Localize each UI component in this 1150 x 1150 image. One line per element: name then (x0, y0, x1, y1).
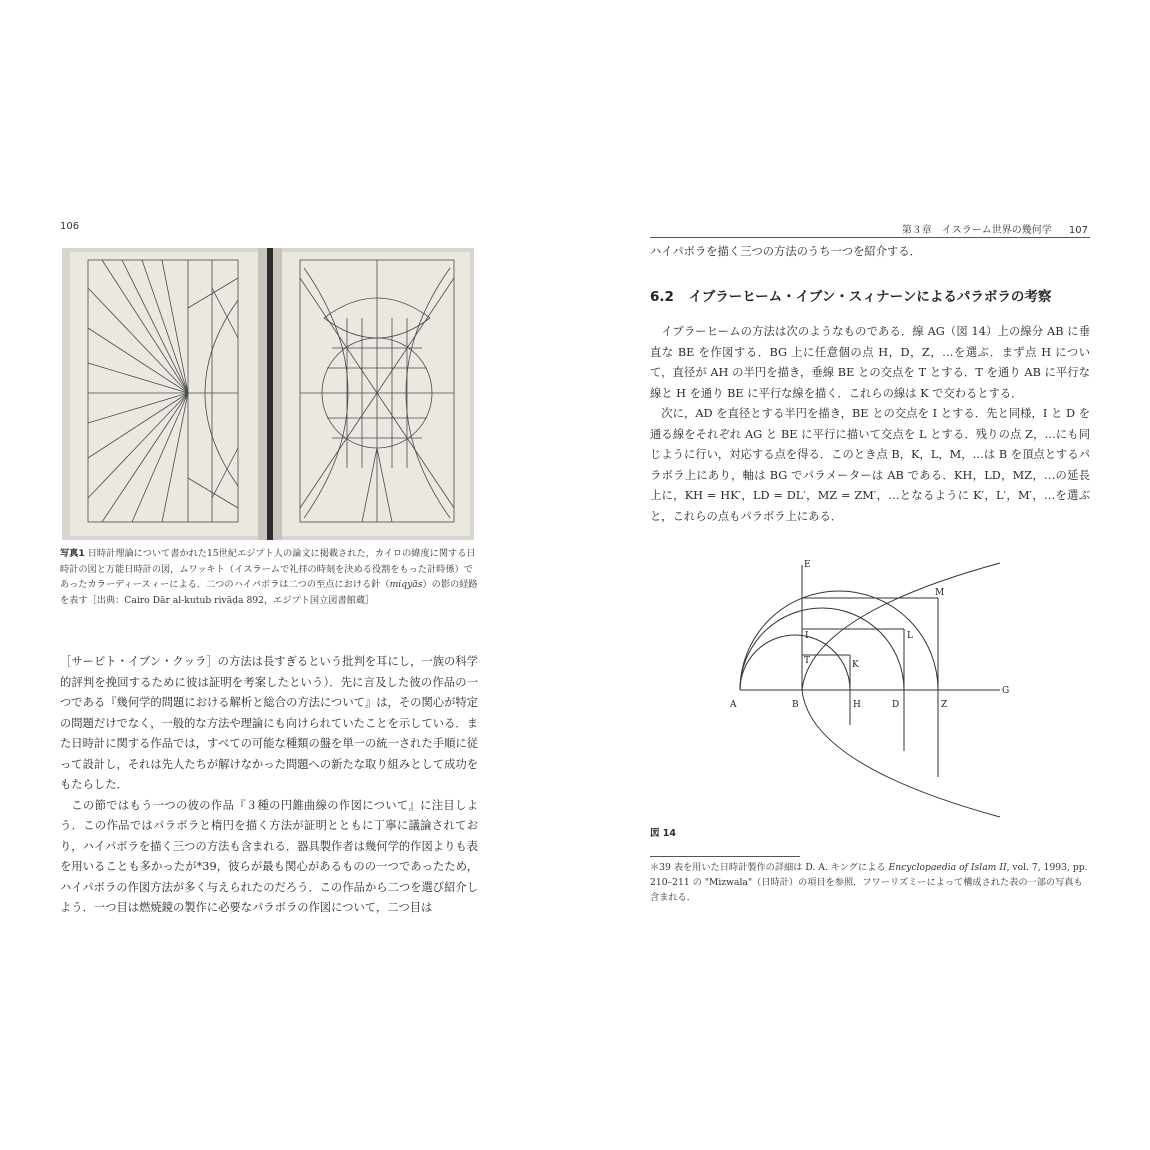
point-label-d: D (892, 700, 900, 710)
figure-14-label: 図 14 (650, 828, 677, 839)
point-label-e: E (804, 560, 811, 570)
point-label-b: B (792, 700, 799, 710)
figure-14 (720, 555, 1035, 830)
point-label-a: A (730, 700, 737, 710)
footnote-title: Encyclopaedia of Islam II (888, 862, 1007, 873)
photo-caption-term: miqyās (389, 579, 423, 590)
photo-caption (60, 546, 478, 608)
footnote-39 (650, 860, 1090, 905)
footnote-text-1: 表を用いた日時計製作の詳細は D. A. キングによる (673, 862, 889, 873)
point-label-t: T (804, 656, 811, 666)
point-label-m: M (935, 588, 945, 598)
point-label-z: Z (941, 700, 948, 710)
footnote-rule (650, 856, 800, 857)
left-page-number: 106 (60, 221, 80, 232)
section-number: 6.2 (650, 289, 674, 305)
right-paragraph-1: イブラーヒームの方法は次のようなものである．線 AG（図 14）上の線分 AB に垂直な BE を作図する．BG 上に任意個の点 H，D，Z，…を選ぶ．まず点 H について，直径が AH の半円を描き，垂線 BE との交点を T とする．T を通り AB に平行な線と H を通り BE に平行な線を描く．これらの線は K で交わるとする． (650, 325, 1090, 400)
sundial-manuscript-photo (62, 248, 474, 540)
photo-caption-text-2: ）の影の経路を表す［出典：Cairo Dār al-kutub rivāḍa 892，エジプト国立図書館蔵］ (60, 579, 478, 606)
point-label-h: H (853, 700, 861, 710)
left-paragraph-2: この節ではもう一つの彼の作品『３種の円錐曲線の作図について』に注目しよう．この作品ではパラボラと楕円を描く方法が証明とともに丁寧に議論されており，ハイパボラを描く三つの方法も含まれる．器具製作者は幾何学的作図よりも表を用いることも多かったが*39，彼らが最も関心があるものの一つであったため，ハイパボラの作図方法が多く与えられたのだろう．この作品から二つを選び紹介しよう．一つ目は燃焼鏡の製作に必要なパラボラの作図について，二つ目は (60, 798, 478, 914)
header-rule (650, 237, 1090, 238)
footnote-marker: ＊39 (650, 862, 671, 873)
running-head-title: 第３章 イスラーム世界の幾何学 (901, 225, 1052, 236)
sundial-diagram-image (62, 248, 474, 540)
footnote-text-2: , vol. 7, 1993, pp. 210–211 の "Mizwala"（日時計）の項目を参照．フワーリズミーによって構成された表の一部の写真も含まれる． (650, 862, 1088, 903)
section-title: イブラーヒーム・イブン・スィナーンによるパラボラの考察 (688, 289, 1052, 305)
left-body-text (60, 652, 478, 919)
continuation-text: ハイパボラを描く三つの方法のうち一つを紹介する． (650, 245, 921, 258)
point-label-l: L (907, 631, 913, 641)
right-paragraph-2: 次に，AD を直径とする半円を描き，BE との交点を I とする．先と同様，I と D を通る線をそれぞれ AG と BE に平行に描いて交点を L とする．残りの点 Z，…にも同じように行い，対応する点を得る．このとき点 B，K，L，M，…は B を頂点とするパラボラ上にあり，軸は BG でパラメーターは AB である．KH，LD，MZ，…の延長上に，KH = HK′，LD = DL′，MZ = ZM′，…となるように K′，L′，M′，…を選ぶと，これらの点もパラボラ上にある． (650, 407, 1090, 523)
section-heading (650, 285, 1051, 305)
photo-caption-label: 写真1 (60, 548, 85, 559)
point-label-g: G (1002, 686, 1010, 696)
right-page-number: 107 (1068, 225, 1088, 236)
left-paragraph-1: ［サービト・イブン・クッラ］の方法は長すぎるという批判を耳にし，一族の科学的評判を挽回するために彼は証明を考案したという）．先に言及した彼の作品の一つである『幾何学的問題における解析と総合の方法について』は，その関心が特定の問題だけでなく，一般的な方法や理論にも向けられていたことを示している．また日時計に関する作品では，すべての可能な種類の盤を単一の統一された手順に従って設計し，それは先人たちが解けなかった問題への新たな取り組みとして成功をもたらした． (60, 655, 478, 791)
parabola-construction-diagram (720, 555, 1035, 830)
point-label-i: I (805, 631, 809, 641)
point-label-k: K (852, 660, 859, 670)
semicircle-ah (740, 635, 850, 690)
right-body-text (650, 322, 1090, 527)
right-running-head (902, 221, 1088, 236)
photo-caption-text-1: 日時計理論について書かれた15世紀エジプト人の論文に掲載された，カイロの緯度に関する日時計の図と万能日時計の図，ムワッキト（イスラームで礼拝の時刻を決める役割をもった計時係）であったカラーディースィーによる．二つのハイパボラは二つの至点における針（ (60, 548, 476, 590)
